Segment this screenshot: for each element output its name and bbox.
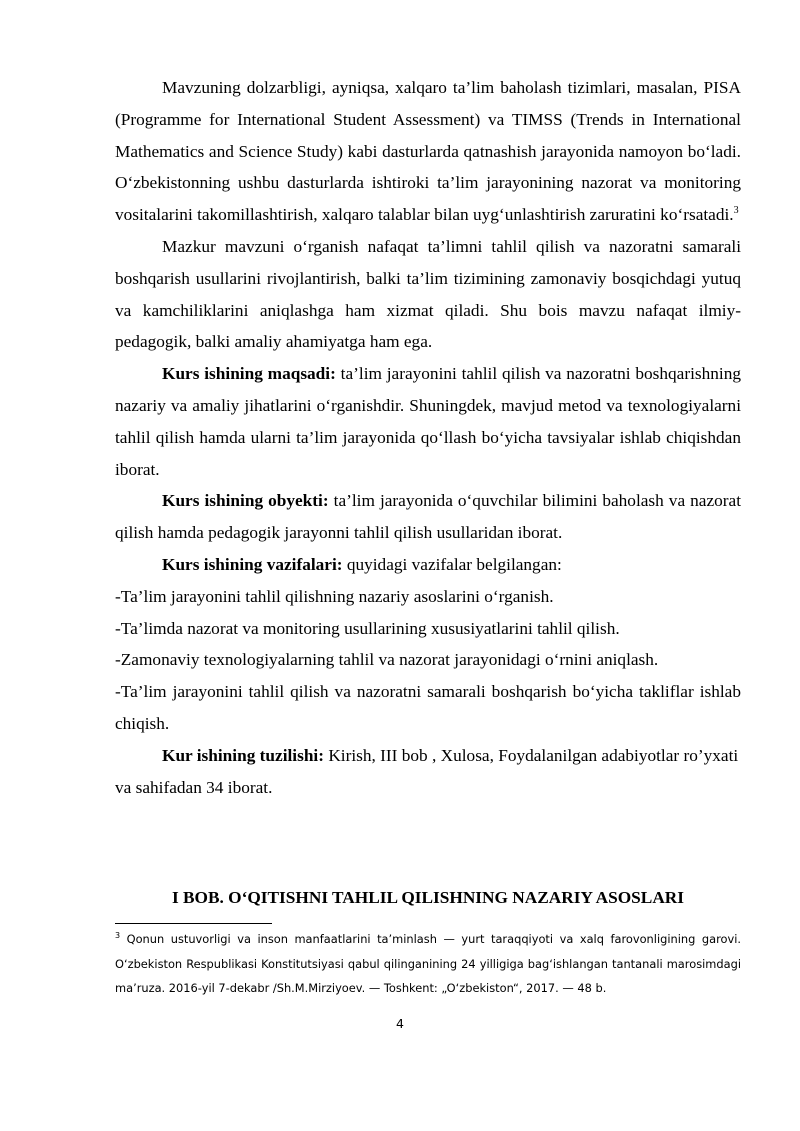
goal-label: Kurs ishining maqsadi: xyxy=(162,364,336,384)
tasks-paragraph xyxy=(115,549,741,581)
task-item: -Ta’limda nazorat va monitoring usullarining xususiyatlarini tahlil qilish. xyxy=(115,618,620,638)
goal-paragraph xyxy=(115,358,741,485)
goal-text: ta’lim jarayonini tahlil qilish va nazoratni boshqarishning nazariy va amaliy jihatlarini o‘rganishdir. Shuningdek, mavjud metod va texnologiyalarni tahlil qilish hamda ularni ta’lim jarayonida qo‘llash bo‘yicha tavsiyalar ishlab chiqishdan iborat. xyxy=(115,364,741,479)
body-text xyxy=(115,72,741,803)
object-label: Kurs ishining obyekti: xyxy=(162,491,329,511)
page-number: 4 xyxy=(396,1016,404,1031)
relevance-paragraph xyxy=(115,72,741,231)
task-item: -Ta’lim jarayonini tahlil qilish va nazoratni samarali boshqarish bo‘yicha takliflar ishlab chiqish. xyxy=(115,682,741,733)
object-text: ta’lim jarayonida o‘quvchilar bilimini baholash va nazorat qilish hamda pedagogik jarayonni tahlil qilish usullaridan iborat. xyxy=(115,491,741,543)
structure-label: Kur ishining tuzilishi: xyxy=(162,745,324,765)
task-item: -Zamonaviy texnologiyalarning tahlil va nazorat jarayonidagi o‘rnini aniqlash. xyxy=(115,650,659,670)
footnote-divider xyxy=(115,923,272,924)
relevance-text: Mavzuning dolzarbligi, ayniqsa, xalqaro ta’lim baholash tizimlari, masalan, PISA (Programme for International Student Assessment) va TIMSS (Trends in International Mathematics and Science Study) kabi dasturlarda qatnashish jarayonida namoyon bo‘ladi. O‘zbekistonning ushbu dasturlarda ishtiroki ta’lim jarayonining nazorat va monitoring vositalarini takomillashtirish, xalqaro talablar bilan uyg‘unlashtirish zaruratini ko‘rsatadi. xyxy=(115,78,741,225)
structure-paragraph xyxy=(115,740,741,804)
chapter-heading: I BOB. O‘QITISHNI TAHLIL QILISHNING NAZARIY ASOSLARI xyxy=(171,888,685,907)
footnote-number: 3 xyxy=(115,931,121,940)
footnote-ref[interactable]: 3 xyxy=(733,205,739,217)
tasks-label: Kurs ishining vazifalari: xyxy=(162,554,343,574)
footnote-text: Qonun ustuvorligi va inson manfaatlarini ta’minlash — yurt taraqqiyoti va xalq farovonligining garovi. O‘zbekiston Respublikasi Konstitutsiyasi qabul qilinganining 24 yilligiga bag‘ishlangan tantanali marosimdagi ma’ruza. 2016-yil 7-dekabr /Sh.M.Mirziyoev. — Toshkent: „O‘zbekiston“, 2017. — 48 b. xyxy=(115,932,741,995)
task-item: -Ta’lim jarayonini tahlil qilishning nazariy asoslarini o‘rganish. xyxy=(115,586,554,606)
footnote xyxy=(115,927,741,1001)
tasks-text: quyidagi vazifalar belgilangan: xyxy=(342,554,562,574)
structure-text: Kirish, III bob , Xulosa, Foydalanilgan adabiyotlar ro’yxati va sahifadan 34 iborat. xyxy=(115,745,739,797)
object-paragraph xyxy=(115,485,741,549)
study-paragraph: Mazkur mavzuni o‘rganish nafaqat ta’limni tahlil qilish va nazoratni samarali boshqarish usullarini rivojlantirish, balki ta’lim tizimining zamonaviy bosqichdagi yutuq va kamchiliklarini aniqlashga ham xizmat qiladi. Shu bois mavzu nafaqat ilmiy-pedagogik, balki amaliy ahamiyatga ham ega. xyxy=(115,236,741,352)
